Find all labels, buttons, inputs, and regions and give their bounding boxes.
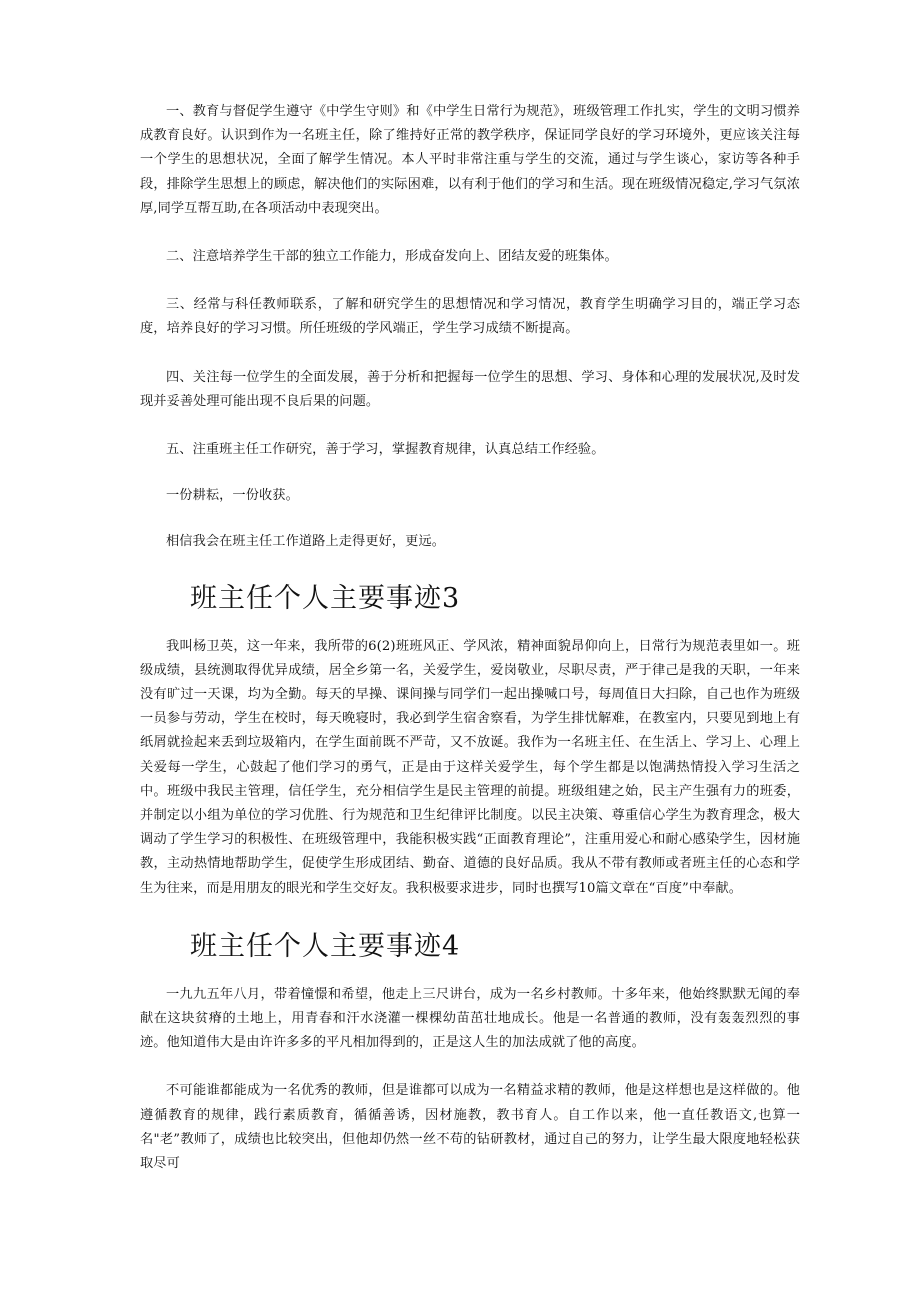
paragraph-item-3: 三、经常与科任教师联系，了解和研究学生的思想情况和学习情况，教育学生明确学习目的，端正学习态度，培养良好的学习习惯。所任班级的学风端正，学生学习成绩不断提高。 <box>140 297 800 337</box>
paragraph-item-1: 一、教育与督促学生遵守《中学生守则》和《中学生日常行为规范》，班级管理工作扎实，学生的文明习惯养成教育良好。认识到作为一名班主任，除了维持好正常的教学秩序，保证同学良好的学习环境外，更应该关注每一个学生的思想状况，全面了解学生情况。本人平时非常注重与学生的交流，通过与学生谈心，家访等各种手段，排除学生思想上的顾虑，解决他们的实际困难，以有利于他们的学习和生活。现在班级情况稳定,学习气氛浓厚,同学互帮互助,在各项活动中表现突出。 <box>140 104 800 216</box>
section-3-paragraph: 我叫杨卫英，这一年来，我所带的6(2)班班风正、学风浓，精神面貌昂仰向上，日常行为规范表里如一。班级成绩，县统测取得优异成绩，居全乡第一名，关爱学生，爱岗敬业，尽职尽责，严于律己是我的天职，一年来没有旷过一天课，均为全勤。每天的早操、课间操与同学们一起出操喊口号，每周值日大扫除，自己也作为班级一员参与劳动，学生在校时，每天晚寝时，我必到学生宿舍察看，为学生排忧解难，在教室内，只要见到地上有纸屑就捡起来丢到垃圾箱内，在学生面前既不严苛，又不放诞。我作为一名班主任、在生活上、学习上、心理上关爱每一学生，心鼓起了他们学习的勇气，正是由于这样关爱学生，每个学生都是以饱满热情投入学习生活之中。班级中我民主管理，信任学生，充分相信学生是民主管理的前提。班级组建之始，民主产生强有力的班委，并制定以小组为单位的学习优胜、行为规范和卫生纪律评比制度。以民主决策、尊重信心学生为教育理念，极大调动了学生学习的积极性、在班级管理中，我能积极实践“正面教育理论”，注重用爱心和耐心感染学生，因材施教，主动热情地帮助学生，促使学生形成团结、勤奋、道德的良好品质。我从不带有教师或者班主任的心态和学生为往来，而是用朋友的眼光和学生交好友。我积极要求进步，同时也撰写10篇文章在“百度”中奉献。 <box>140 638 800 896</box>
paragraph-harvest: 一份耕耘，一份收获。 <box>166 488 299 504</box>
section-4-title: 班主任个人主要事迹4 <box>190 930 461 962</box>
section-4-paragraph-2: 不可能谁都能成为一名优秀的教师，但是谁都可以成为一名精益求精的教师，他是这样想也是这样做的。他遵循教育的规律，践行素质教育，循循善诱，因材施教，教书育人。自工作以来，他一直任教语文,也算一名"老”教师了，成绩也比较突出，但他却仍然一丝不苟的钻研教材，通过自己的努力，让学生最大限度地轻松获取尽可 <box>140 1083 800 1172</box>
paragraph-item-2: 二、注意培养学生干部的独立工作能力，形成奋发向上、团结友爱的班集体。 <box>166 249 618 265</box>
section-3-title: 班主任个人主要事迹3 <box>190 582 461 614</box>
paragraph-closing: 相信我会在班主任工作道路上走得更好，更远。 <box>166 534 446 550</box>
section-4-paragraph-1: 一九九五年八月，带着憧憬和希望，他走上三尺讲台，成为一名乡村教师。十多年来，他始终默默无闻的奉献在这块贫瘠的土地上，用青春和汗水浇灌一棵棵幼苗茁壮地成长。他是一名普通的教师，没有轰轰烈烈的事迹。他知道伟大是由许许多多的平凡相加得到的，正是这人生的加法成就了他的高度。 <box>140 986 800 1051</box>
document-page <box>140 100 800 1176</box>
paragraph-item-4: 四、关注每一位学生的全面发展，善于分析和把握每一位学生的思想、学习、身体和心理的发展状况,及时发现并妥善处理可能出现不良后果的问题。 <box>140 369 800 409</box>
paragraph-item-5: 五、注重班主任工作研究，善于学习，掌握教育规律，认真总结工作经验。 <box>166 442 605 458</box>
